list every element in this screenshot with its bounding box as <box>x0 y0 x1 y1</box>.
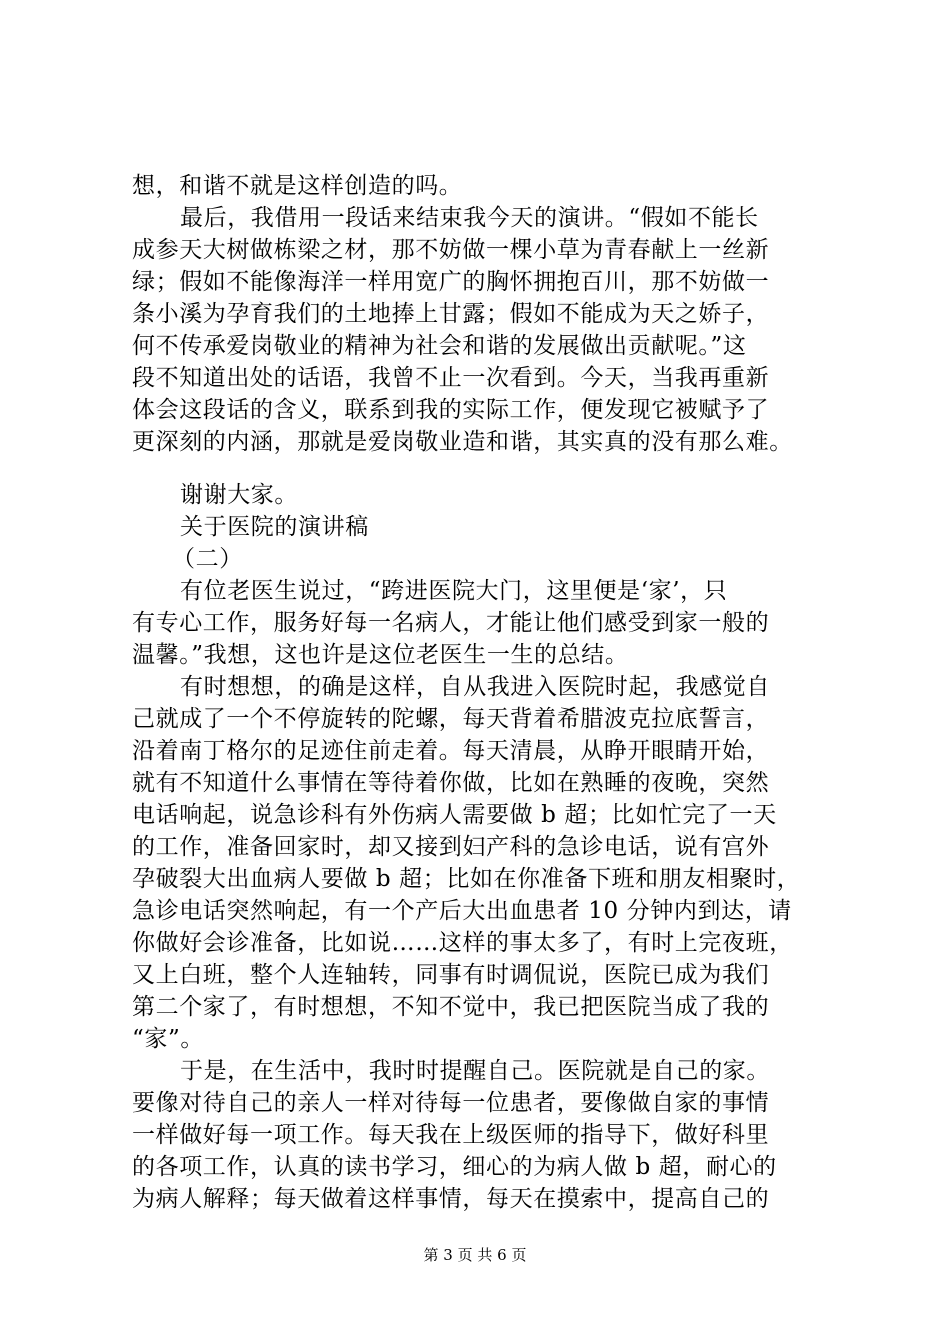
text-line: 第二个家了，有时想想，不知不觉中，我已把医院当成了我的 <box>132 994 770 1020</box>
text-line: 有专心工作，服务好每一名病人，才能让他们感受到家一般的 <box>132 610 770 636</box>
text-line: 又上白班，整个人连轴转，同事有时调侃说，医院已成为我们 <box>132 962 770 988</box>
paragraph-gap <box>132 458 832 479</box>
text-line: 一样做好每一项工作。每天我在上级医师的指导下，做好科里 <box>132 1122 770 1148</box>
text-line: 有时想想，的确是这样，自从我进入医院时起，我感觉自 <box>180 674 770 700</box>
text-line: 己就成了一个不停旋转的陀螺，每天背着希腊波克拉底誓言， <box>132 706 770 732</box>
text-line: 条小溪为孕育我们的土地捧上甘露；假如不能成为天之娇子， <box>132 301 770 327</box>
text-line: “家”。 <box>132 1026 204 1052</box>
text-line: 沿着南丁格尔的足迹住前走着。每天清晨，从睁开眼睛开始， <box>132 738 770 764</box>
text-line: 于是，在生活中，我时时提醒自己。医院就是自己的家。 <box>180 1058 770 1084</box>
text-line: 段不知道出处的话语，我曾不止一次看到。今天，当我再重新 <box>132 365 770 391</box>
text-line: 体会这段话的含义，联系到我的实际工作，便发现它被赋予了 <box>132 397 770 423</box>
page-number: 第 3 页 共 6 页 <box>423 1246 527 1264</box>
text-line: 的各项工作，认真的读书学习，细心的为病人做 b 超，耐心的 <box>132 1154 777 1180</box>
text-line: 最后，我借用一段话来结束我今天的演讲。“假如不能长 <box>180 205 759 231</box>
text-line: 电话响起，说急诊科有外伤病人需要做 b 超；比如忙完了一天 <box>132 802 777 828</box>
section-number: （二） <box>172 546 243 572</box>
text-line: 你做好会诊准备，比如说……这样的事太多了，有时上完夜班， <box>132 930 793 956</box>
text-line: 成参天大树做栋梁之材，那不妨做一棵小草为青春献上一丝新 <box>132 237 770 263</box>
document-body <box>132 170 832 1215</box>
text-line: 温馨。”我想，这也许是这位老医生一生的总结。 <box>132 642 629 668</box>
text-line: 急诊电话突然响起，有一个产后大出血患者 10 分钟内到达，请 <box>132 898 792 924</box>
text-line: 就有不知道什么事情在等待着你做，比如在熟睡的夜晚，突然 <box>132 770 770 796</box>
text-line: 想，和谐不就是这样创造的吗。 <box>132 173 463 199</box>
text-line: 为病人解释；每天做着这样事情，每天在摸索中，提高自己的 <box>132 1186 770 1212</box>
text-line: 更深刻的内涵，那就是爱岗敬业造和谐，其实真的没有那么难。 <box>132 429 793 455</box>
text-line: 有位老医生说过，“跨进医院大门，这里便是‘家’，只 <box>180 578 728 604</box>
text-line: 何不传承爱岗敬业的精神为社会和谐的发展做出贡献呢。”这 <box>132 333 747 359</box>
section-title: 关于医院的演讲稿 <box>180 514 369 540</box>
text-line: 孕破裂大出血病人要做 b 超；比如在你准备下班和朋友相聚时， <box>132 866 801 892</box>
text-line: 绿；假如不能像海洋一样用宽广的胸怀拥抱百川，那不妨做一 <box>132 269 770 295</box>
text-line: 要像对待自己的亲人一样对待每一位患者，要像做自家的事情 <box>132 1090 770 1116</box>
closing-line: 谢谢大家。 <box>180 482 298 508</box>
page-footer <box>0 1245 950 1265</box>
text-line: 的工作，准备回家时，却又接到妇产科的急诊电话，说有宫外 <box>132 834 770 860</box>
